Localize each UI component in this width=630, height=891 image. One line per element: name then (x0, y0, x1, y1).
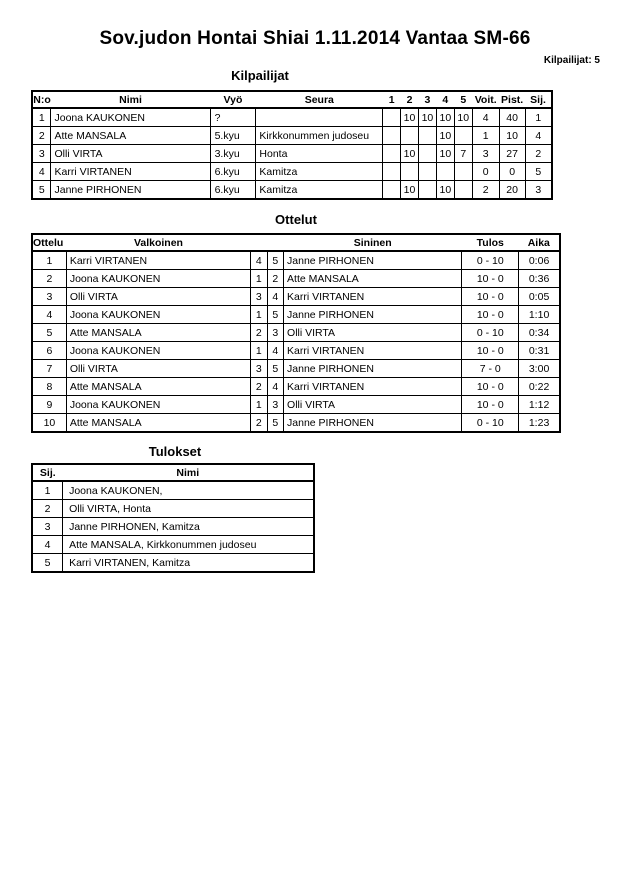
belt-cell: ? (210, 108, 256, 127)
time-cell: 1:10 (519, 306, 560, 324)
blue-number-cell: 3 (267, 324, 283, 342)
score-cell: 10 - 0 (462, 270, 519, 288)
wins-cell: 2 (472, 181, 499, 200)
rank-cell: 1 (525, 108, 552, 127)
number-cell: 3 (32, 145, 51, 163)
blue-name-cell: Karri VIRTANEN (284, 288, 462, 306)
match-number-cell: 7 (32, 360, 66, 378)
match-row (32, 306, 560, 324)
score-cell: 10 - 0 (462, 288, 519, 306)
time-cell: 0:36 (519, 270, 560, 288)
match-2-cell: 10 (401, 145, 419, 163)
score-cell: 10 - 0 (462, 306, 519, 324)
match-number-header: Ottelu (32, 234, 66, 251)
time-cell: 0:34 (519, 324, 560, 342)
club-header: Seura (256, 91, 383, 108)
points-header: Pist. (499, 91, 525, 108)
results-header-row (32, 464, 314, 481)
match-3-cell: 10 (418, 108, 436, 127)
score-cell: 0 - 10 (462, 324, 519, 342)
match-2-cell: 10 (401, 108, 419, 127)
number-cell: 1 (32, 108, 51, 127)
match-4-cell: 10 (436, 145, 454, 163)
blue-number-cell: 4 (267, 378, 283, 396)
result-row (32, 518, 314, 536)
match-5-cell (454, 127, 472, 145)
rank-cell: 4 (525, 127, 552, 145)
name-cell: Joona KAUKONEN, (63, 481, 314, 500)
blue-name-cell: Karri VIRTANEN (284, 342, 462, 360)
results-heading: Tulokset (148, 444, 202, 459)
blue-number-cell: 5 (267, 360, 283, 378)
competitor-count: Kilpailijat: 5 (543, 55, 600, 66)
rank-cell: 5 (525, 163, 552, 181)
rank-header: Sij. (32, 464, 63, 481)
participant-row (32, 127, 552, 145)
match-number-cell: 4 (32, 306, 66, 324)
wins-header: Voit. (472, 91, 499, 108)
match-5-cell (454, 163, 472, 181)
club-cell: Kamitza (256, 181, 383, 200)
blue-number-cell: 5 (267, 251, 283, 270)
page-title: Sov.judon Hontai Shiai 1.11.2014 Vantaa SM-66 (99, 28, 531, 49)
match-3-header: 3 (418, 91, 436, 108)
match-4-header: 4 (436, 91, 454, 108)
blue-number-cell: 3 (267, 396, 283, 414)
time-header: Aika (519, 234, 560, 251)
white-name-cell: Olli VIRTA (66, 288, 250, 306)
matches-heading: Ottelut (275, 212, 317, 227)
time-cell: 0:06 (519, 251, 560, 270)
time-cell: 0:05 (519, 288, 560, 306)
club-cell: Kirkkonummen judoseu (256, 127, 383, 145)
matches-header-row (32, 234, 560, 251)
white-number-cell: 3 (251, 360, 267, 378)
score-cell: 10 - 0 (462, 396, 519, 414)
match-3-cell (418, 127, 436, 145)
name-cell: Atte MANSALA, Kirkkonummen judoseu (63, 536, 314, 554)
rank-cell: 3 (525, 181, 552, 200)
white-name-cell: Joona KAUKONEN (66, 270, 250, 288)
white-number-cell: 1 (251, 306, 267, 324)
blue-name-cell: Janne PIRHONEN (284, 414, 462, 433)
match-1-cell (383, 163, 401, 181)
participant-row (32, 108, 552, 127)
participant-row (32, 163, 552, 181)
name-cell: Karri VIRTANEN, Kamitza (63, 554, 314, 573)
belt-cell: 6.kyu (210, 181, 256, 200)
name-cell: Olli VIRTA, Honta (63, 500, 314, 518)
match-1-cell (383, 127, 401, 145)
blue-number-cell: 5 (267, 306, 283, 324)
club-cell (256, 108, 383, 127)
match-2-header: 2 (401, 91, 419, 108)
white-number-cell: 1 (251, 342, 267, 360)
number-cell: 2 (32, 127, 51, 145)
name-cell: Janne PIRHONEN (51, 181, 210, 200)
match-2-cell (401, 163, 419, 181)
blue-name-cell: Olli VIRTA (284, 324, 462, 342)
match-number-cell: 3 (32, 288, 66, 306)
blue-name-cell: Atte MANSALA (284, 270, 462, 288)
rank-header: Sij. (525, 91, 552, 108)
time-cell: 0:31 (519, 342, 560, 360)
match-2-cell: 10 (401, 181, 419, 200)
club-cell: Honta (256, 145, 383, 163)
time-cell: 1:23 (519, 414, 560, 433)
match-4-cell: 10 (436, 127, 454, 145)
blue-name-cell: Janne PIRHONEN (284, 306, 462, 324)
name-header: Nimi (63, 464, 314, 481)
wins-cell: 1 (472, 127, 499, 145)
time-cell: 3:00 (519, 360, 560, 378)
match-3-cell (418, 163, 436, 181)
score-header: Tulos (462, 234, 519, 251)
belt-cell: 3.kyu (210, 145, 256, 163)
white-name-cell: Joona KAUKONEN (66, 306, 250, 324)
points-cell: 0 (499, 163, 525, 181)
result-row (32, 481, 314, 500)
points-cell: 40 (499, 108, 525, 127)
number-cell: 4 (32, 163, 51, 181)
belt-header: Vyö (210, 91, 256, 108)
name-cell: Joona KAUKONEN (51, 108, 210, 127)
white-name-cell: Atte MANSALA (66, 324, 250, 342)
rank-cell: 5 (32, 554, 63, 573)
points-cell: 27 (499, 145, 525, 163)
time-cell: 0:22 (519, 378, 560, 396)
participants-table (31, 90, 553, 200)
score-cell: 10 - 0 (462, 378, 519, 396)
wins-cell: 0 (472, 163, 499, 181)
match-4-cell: 10 (436, 108, 454, 127)
white-name-cell: Atte MANSALA (66, 378, 250, 396)
result-row (32, 554, 314, 573)
match-2-cell (401, 127, 419, 145)
blue-name-cell: Karri VIRTANEN (284, 378, 462, 396)
white-number-cell: 2 (251, 324, 267, 342)
participant-row (32, 145, 552, 163)
white-name-cell: Karri VIRTANEN (66, 251, 250, 270)
rank-cell: 2 (525, 145, 552, 163)
match-row (32, 251, 560, 270)
wins-cell: 3 (472, 145, 499, 163)
score-cell: 0 - 10 (462, 414, 519, 433)
name-cell: Janne PIRHONEN, Kamitza (63, 518, 314, 536)
match-number-cell: 5 (32, 324, 66, 342)
match-row (32, 324, 560, 342)
match-row (32, 414, 560, 433)
match-1-cell (383, 145, 401, 163)
white-number-cell: 4 (251, 251, 267, 270)
score-cell: 10 - 0 (462, 342, 519, 360)
match-number-cell: 6 (32, 342, 66, 360)
match-3-cell (418, 145, 436, 163)
white-number-cell: 1 (251, 396, 267, 414)
belt-cell: 5.kyu (210, 127, 256, 145)
points-cell: 20 (499, 181, 525, 200)
white-number-cell: 2 (251, 378, 267, 396)
match-row (32, 270, 560, 288)
white-number-cell: 1 (251, 270, 267, 288)
name-cell: Atte MANSALA (51, 127, 210, 145)
results-table (31, 463, 315, 573)
blue-number-cell: 4 (267, 342, 283, 360)
participants-heading: Kilpailijat (231, 68, 289, 83)
number-cell: 5 (32, 181, 51, 200)
participant-row (32, 181, 552, 200)
score-cell: 0 - 10 (462, 251, 519, 270)
rank-cell: 3 (32, 518, 63, 536)
match-5-cell (454, 181, 472, 200)
club-cell: Kamitza (256, 163, 383, 181)
result-row (32, 500, 314, 518)
match-1-cell (383, 181, 401, 200)
number-header: N:o (32, 91, 51, 108)
white-name-cell: Joona KAUKONEN (66, 342, 250, 360)
rank-cell: 4 (32, 536, 63, 554)
blue-header: Sininen (284, 234, 462, 251)
matches-table (31, 233, 561, 433)
match-5-header: 5 (454, 91, 472, 108)
match-number-cell: 8 (32, 378, 66, 396)
match-row (32, 288, 560, 306)
white-name-cell: Atte MANSALA (66, 414, 250, 433)
points-cell: 10 (499, 127, 525, 145)
rank-cell: 1 (32, 481, 63, 500)
white-number-cell: 2 (251, 414, 267, 433)
score-cell: 7 - 0 (462, 360, 519, 378)
name-cell: Olli VIRTA (51, 145, 210, 163)
match-number-cell: 10 (32, 414, 66, 433)
match-number-cell: 9 (32, 396, 66, 414)
match-4-cell: 10 (436, 181, 454, 200)
blue-name-cell: Janne PIRHONEN (284, 360, 462, 378)
white-number-cell: 3 (251, 288, 267, 306)
match-row (32, 342, 560, 360)
white-header: Valkoinen (66, 234, 250, 251)
match-number-cell: 2 (32, 270, 66, 288)
match-number-cell: 1 (32, 251, 66, 270)
white-name-cell: Joona KAUKONEN (66, 396, 250, 414)
match-row (32, 360, 560, 378)
blue-number-cell: 2 (267, 270, 283, 288)
belt-cell: 6.kyu (210, 163, 256, 181)
white-name-cell: Olli VIRTA (66, 360, 250, 378)
blue-name-cell: Olli VIRTA (284, 396, 462, 414)
name-cell: Karri VIRTANEN (51, 163, 210, 181)
wins-cell: 4 (472, 108, 499, 127)
blue-number-cell: 4 (267, 288, 283, 306)
match-4-cell (436, 163, 454, 181)
result-row (32, 536, 314, 554)
blue-name-cell: Janne PIRHONEN (284, 251, 462, 270)
match-row (32, 378, 560, 396)
match-1-header: 1 (383, 91, 401, 108)
participants-header-row (32, 91, 552, 108)
match-3-cell (418, 181, 436, 200)
rank-cell: 2 (32, 500, 63, 518)
match-1-cell (383, 108, 401, 127)
blue-number-cell: 5 (267, 414, 283, 433)
match-5-cell: 7 (454, 145, 472, 163)
match-row (32, 396, 560, 414)
time-cell: 1:12 (519, 396, 560, 414)
match-5-cell: 10 (454, 108, 472, 127)
name-header: Nimi (51, 91, 210, 108)
